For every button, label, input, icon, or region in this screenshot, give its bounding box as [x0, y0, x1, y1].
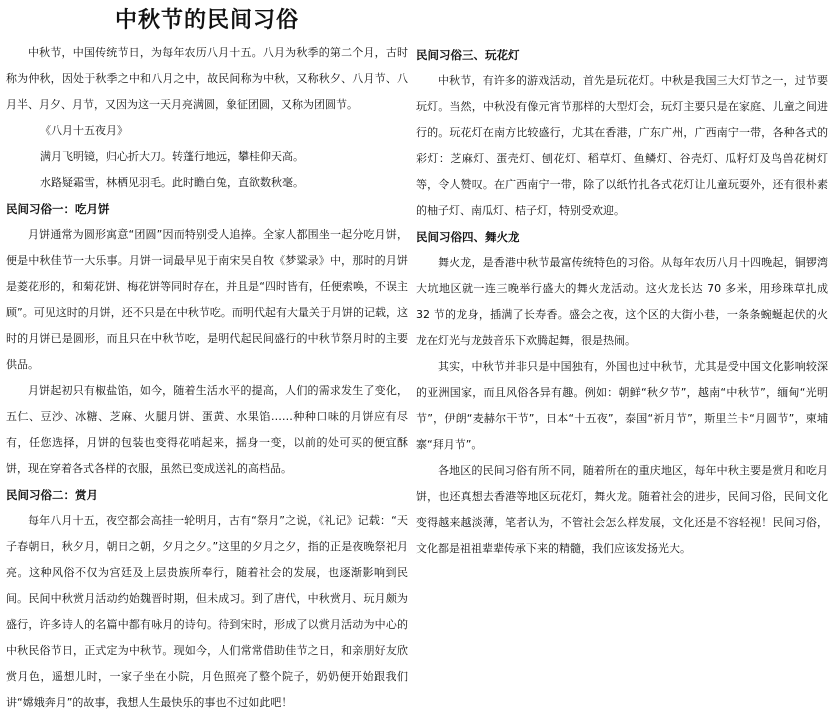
- page-title: 中秋节的民间习俗: [114, 8, 299, 33]
- section-heading-lanterns: 民间习俗三、玩花灯: [416, 48, 520, 62]
- intro-paragraph: 中秋节，中国传统节日，为每年农历八月十五。八月为秋季的第二个月，古时称为仲秋，因处于秋季之中和八月之中，故民间称为中秋，又称秋夕、八月节、八月半、月夕、月节，又因为这一天月亮满圆，象征团圆，又称为团圆节。: [6, 46, 408, 111]
- section-heading-fire-dragon: 民间习俗四、舞火龙: [416, 230, 520, 244]
- poem-line-1: 满月飞明镜，归心折大刀。转蓬行地远，攀桂仰天高。: [40, 150, 304, 163]
- mooncake-paragraph-1: 月饼通常为圆形寓意“团圆”因而特别受人追捧。全家人都围坐一起分吃月饼，便是中秋佳节一大乐事。月饼一词最早见于南宋吴自牧《梦粱录》中，那时的月饼是菱花形的，和菊花饼、梅花饼等同时存在，并且是“四时皆有，任便索唤，不误主顾”。可见这时的月饼，还不只是在中秋节吃。而明代起有大量关于月饼的记载，这时的月饼已是圆形，而且只在中秋节吃，是明代起民间盛行的中秋节祭月时的主要供品。: [6, 228, 408, 371]
- poem-title: 《八月十五夜月》: [40, 124, 128, 137]
- fire-dragon-paragraph-1: 舞火龙，是香港中秋节最富传统特色的习俗。从每年农历八月十四晚起，铜锣湾大坑地区就一连三晚举行盛大的舞火龙活动。这火龙长达 70 多米，用珍珠草扎成 32 节的龙身，插满了长寿香。盛会之夜，这个区的大街小巷，一条条蜿蜒起伏的火龙在灯光与龙鼓音乐下欢腾起舞，很是热闹。: [416, 256, 828, 347]
- fire-dragon-paragraph-2: 其实，中秋节并非只是中国独有，外国也过中秋节，尤其是受中国文化影响较深的亚洲国家，而且风俗各异有趣。例如：朝鲜“秋夕节”，越南“中秋节”，缅甸“光明节”，伊朗“麦赫尔干节”，日本“十五夜”，泰国“祈月节”，斯里兰卡“月圆节”，柬埔寨“拜月节”。: [416, 360, 828, 451]
- section-heading-moon-viewing: 民间习俗二：赏月: [6, 488, 98, 502]
- section-heading-mooncake: 民间习俗一：吃月饼: [6, 202, 110, 216]
- left-column: [6, 0, 408, 716]
- right-column: [416, 0, 828, 562]
- poem-line-2: 水路疑霜雪，林栖见羽毛。此时瞻白兔，直欲数秋毫。: [40, 176, 304, 189]
- lanterns-paragraph: 中秋节，有许多的游戏活动，首先是玩花灯。中秋是我国三大灯节之一，过节要玩灯。当然，中秋没有像元宵节那样的大型灯会，玩灯主要只是在家庭、儿童之间进行的。玩花灯在南方比较盛行，尤其在香港，广东广州，广西南宁一带，各种各式的彩灯：芝麻灯、蛋壳灯、刨花灯、稻草灯、鱼鳞灯、谷壳灯、瓜籽灯及鸟兽花树灯等，令人赞叹。在广西南宁一带，除了以纸竹扎各式花灯让儿童玩耍外，还有很朴素的柚子灯、南瓜灯、桔子灯，特别受欢迎。: [416, 74, 828, 217]
- mooncake-paragraph-2: 月饼起初只有椒盐馅，如今，随着生活水平的提高，人们的需求发生了变化，五仁、豆沙、冰糖、芝麻、火腿月饼、蛋黄、水果馅……种种口味的月饼应有尽有，任您选择，月饼的包装也变得花哨起来，摇身一变，以前的处可买的便宜酥饼，现在穿着各式各样的衣服，虽然已变成送礼的高档品。: [6, 384, 408, 475]
- moon-viewing-paragraph: 每年八月十五，夜空都会高挂一轮明月，古有“祭月”之说，《礼记》记载：“天子春朝日，秋夕月，朝日之朝，夕月之夕。”这里的夕月之夕，指的正是夜晚祭祀月亮。这种风俗不仅为宫廷及上层贵族所奉行，随着社会的发展，也逐渐影响到民间。民间中秋赏月活动约始魏晋时期，但未成习。到了唐代，中秋赏月、玩月颇为盛行，许多诗人的名篇中都有咏月的诗句。待到宋时，形成了以赏月活动为中心的中秋民俗节日，正式定为中秋节。现如今，人们常常借助佳节之日，和亲朋好友欣赏月色，遥想儿时，一家子坐在小院，月色照亮了整个院子，奶奶便开始跟我们讲“嫦娥奔月”的故事，我想人生最快乐的事也不过如此吧！: [6, 514, 408, 709]
- conclusion-paragraph: 各地区的民间习俗有所不同，随着所在的重庆地区，每年中秋主要是赏月和吃月饼，也还真想去香港等地区玩花灯，舞火龙。随着社会的进步，民间习俗，民间文化变得越来越淡薄，笔者认为，不管社会怎么样发展，文化还是不容轻视！民间习俗，文化都是祖祖辈辈传承下来的精髓，我们应该发扬光大。: [416, 464, 828, 555]
